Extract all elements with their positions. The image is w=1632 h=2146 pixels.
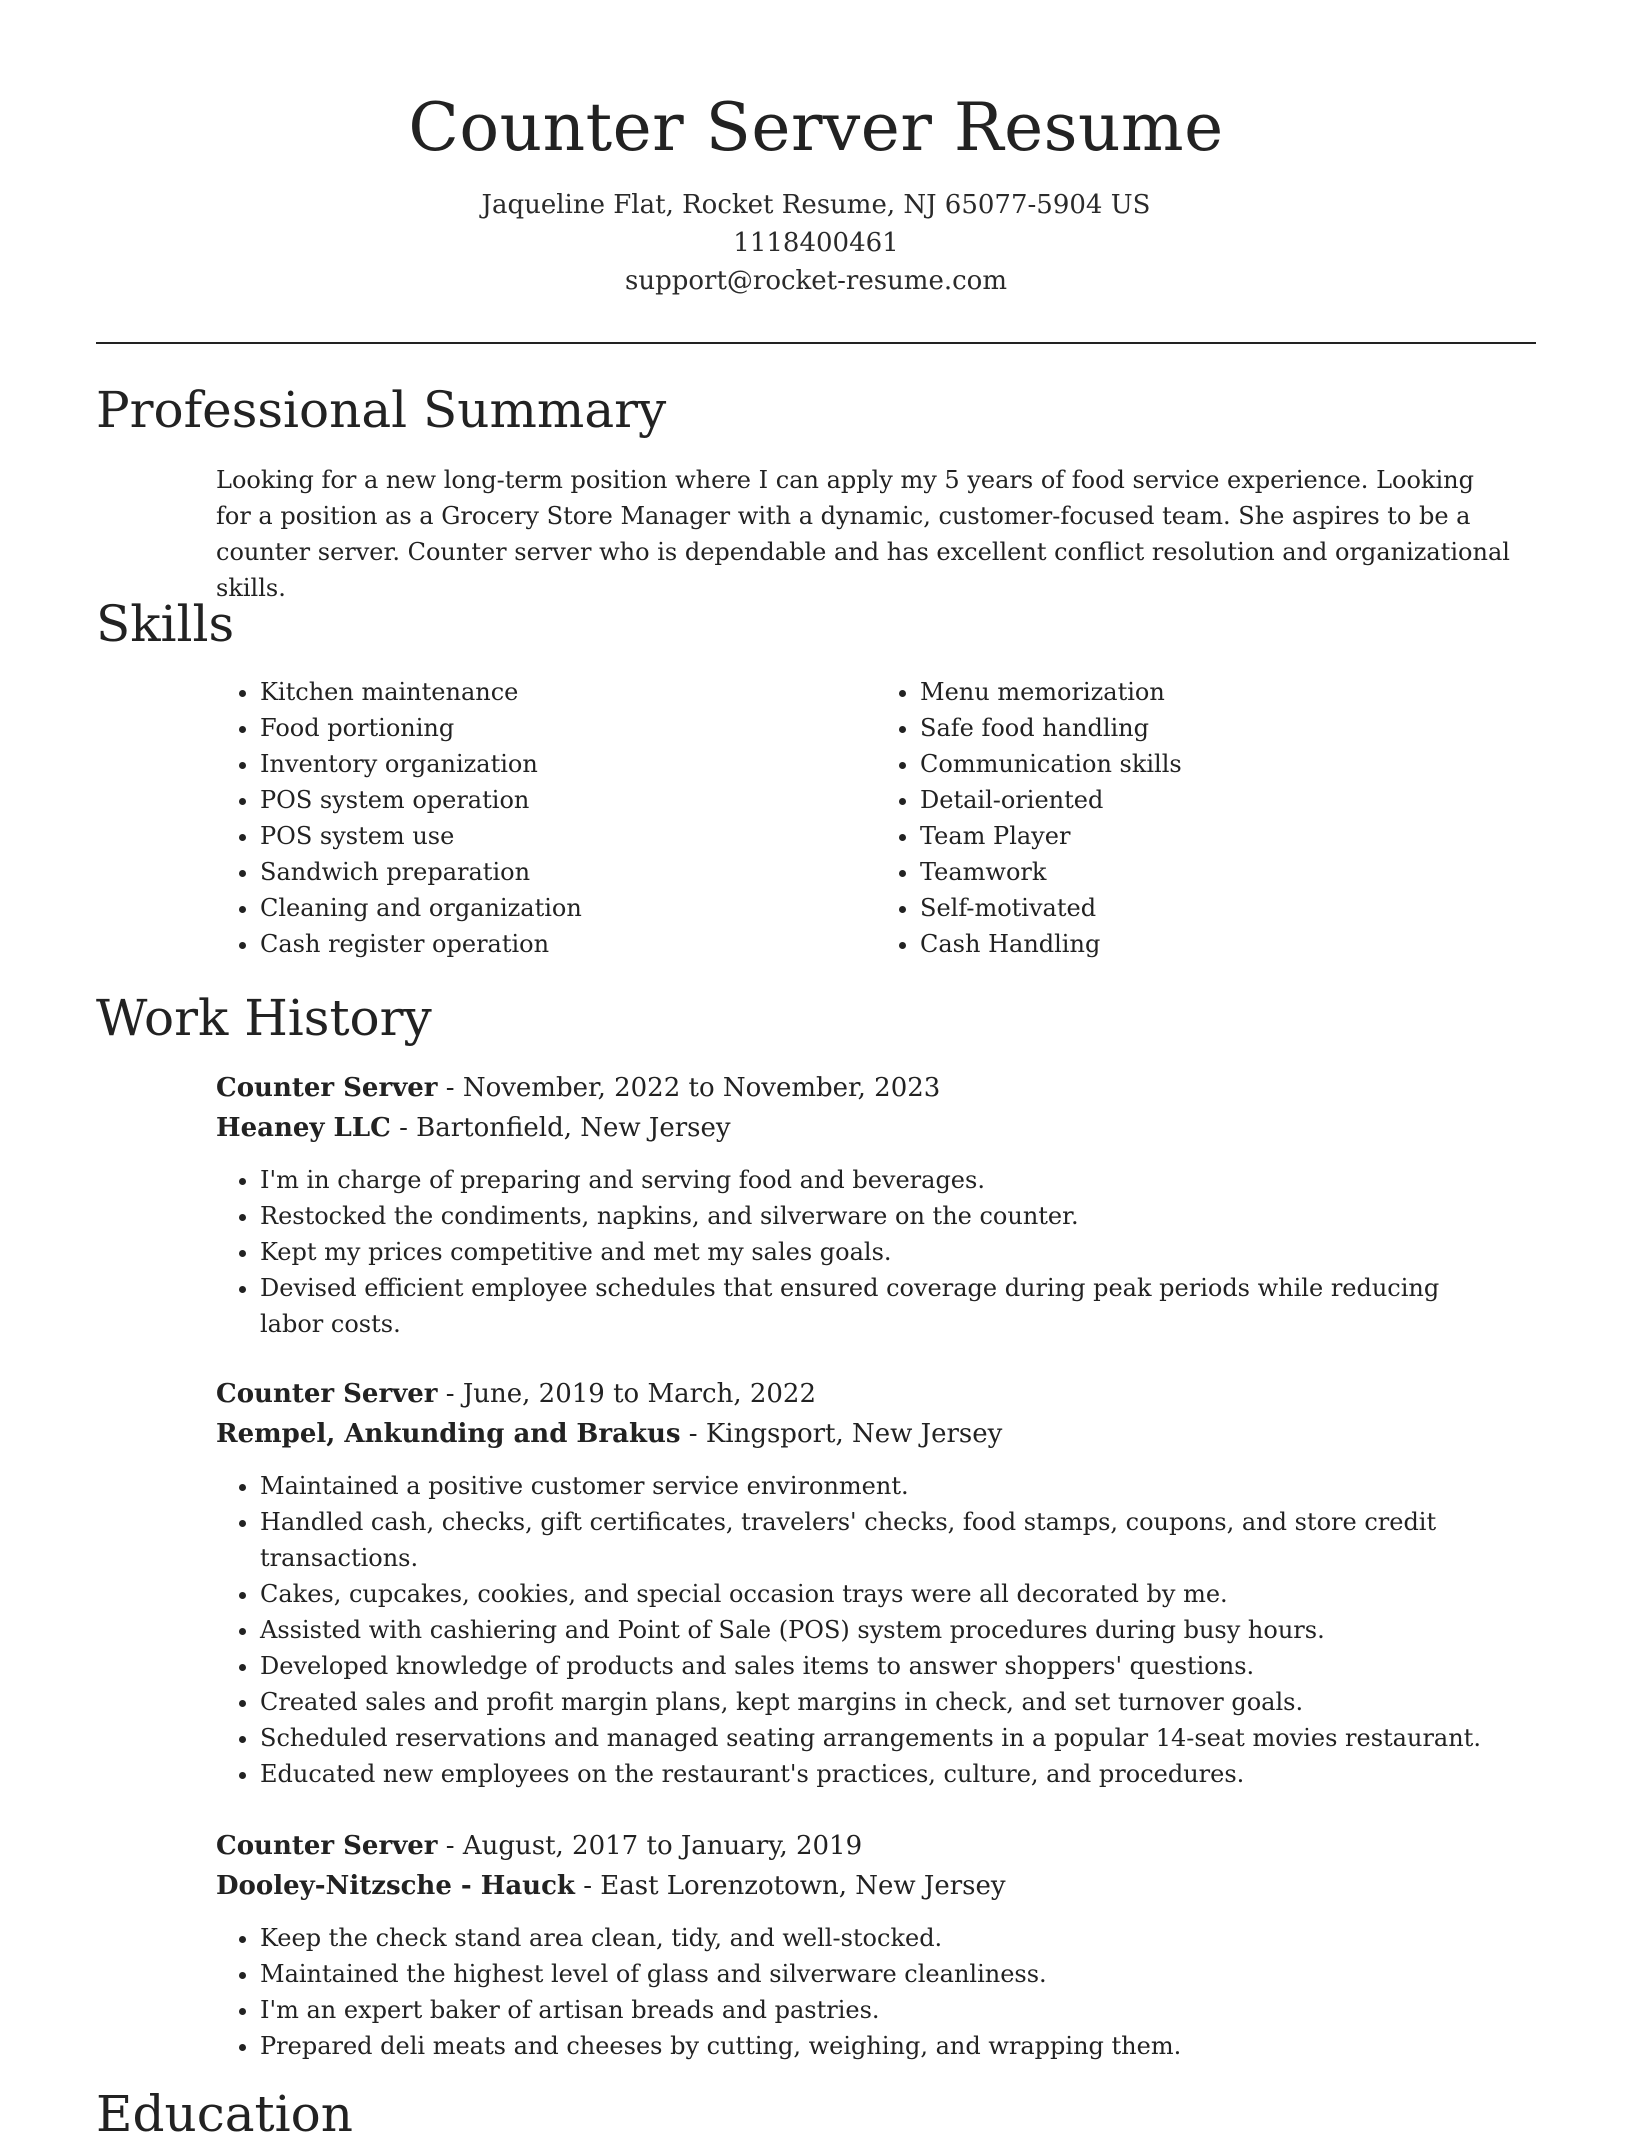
skill-item: • Self-motivated [920, 890, 1536, 926]
duty-item: • Developed knowledge of products and sales items to answer shoppers' questions. [260, 1648, 1500, 1684]
duty-item: • Kept my prices competitive and met my sales goals. [260, 1234, 1500, 1270]
skill-item: • Team Player [920, 818, 1536, 854]
skill-item: • Teamwork [920, 854, 1536, 890]
skill-item: • Inventory organization [260, 746, 876, 782]
duty-item: • Educated new employees on the restaurant's practices, culture, and procedures. [260, 1756, 1500, 1792]
duty-item: • Restocked the condiments, napkins, and silverware on the counter. [260, 1198, 1500, 1234]
skill-item: • Communication skills [920, 746, 1536, 782]
job-entry [216, 1374, 1536, 1792]
skills-heading: Skills [96, 595, 235, 653]
job-entry [216, 1826, 1536, 2064]
job-entry [216, 1068, 1536, 1342]
duty-item: • I'm an expert baker of artisan breads and pastries. [260, 1992, 1500, 2028]
job-location: - Bartonfield, New Jersey [390, 1113, 731, 1143]
skill-item: • POS system use [260, 818, 876, 854]
job-role: Counter Server [216, 1831, 438, 1861]
header-divider [96, 342, 1536, 344]
contact-address: Jaqueline Flat, Rocket Resume, NJ 65077-5904 US [481, 190, 1151, 220]
job-title-line [216, 1374, 1536, 1414]
job-title-line [216, 1068, 1536, 1108]
duty-item: • Prepared deli meats and cheeses by cutting, weighing, and wrapping them. [260, 2028, 1500, 2064]
duty-item: • Cakes, cupcakes, cookies, and special occasion trays were all decorated by me. [260, 1576, 1500, 1612]
job-dates: - June, 2019 to March, 2022 [437, 1379, 817, 1409]
job-duties [216, 1920, 1500, 2064]
job-company: Dooley-Nitzsche - Hauck [216, 1871, 575, 1901]
resume-header [0, 84, 1632, 300]
skill-item: • Detail-oriented [920, 782, 1536, 818]
job-location: - Kingsport, New Jersey [680, 1419, 1003, 1449]
skill-item: • Cash register operation [260, 926, 876, 962]
duty-item: • Created sales and profit margin plans, kept margins in check, and set turnover goals. [260, 1684, 1500, 1720]
job-company-line [216, 1414, 1536, 1454]
skills-list [216, 674, 1536, 962]
skill-item: • Menu memorization [920, 674, 1536, 710]
job-company: Rempel, Ankunding and Brakus [216, 1419, 681, 1449]
skills-column-left [216, 674, 876, 962]
duty-item: • Maintained the highest level of glass and silverware cleanliness. [260, 1956, 1500, 1992]
job-company-line [216, 1866, 1536, 1906]
skill-item: • Kitchen maintenance [260, 674, 876, 710]
duty-item: • Maintained a positive customer service environment. [260, 1468, 1500, 1504]
skills-column-right [876, 674, 1536, 962]
skill-item: • Cleaning and organization [260, 890, 876, 926]
job-duties [216, 1162, 1500, 1342]
job-duties [216, 1468, 1500, 1792]
work-history-heading: Work History [96, 989, 432, 1047]
duty-item: • Scheduled reservations and managed seating arrangements in a popular 14-seat movies restaurant. [260, 1720, 1500, 1756]
job-dates: - August, 2017 to January, 2019 [437, 1831, 863, 1861]
summary-text: Looking for a new long-term position where I can apply my 5 years of food service experience. Looking for a position as a Grocery Store Manager with a dynamic, customer-focused team. She aspires to be a counter server. Counter server who is dependable and has excellent conflict resolution and organizational skills. [216, 466, 1510, 602]
duty-item: • Devised efficient employee schedules that ensured coverage during peak periods while reducing labor costs. [260, 1270, 1500, 1342]
contact-block [0, 186, 1632, 300]
duty-item: • Keep the check stand area clean, tidy, and well-stocked. [260, 1920, 1500, 1956]
skill-item: • Food portioning [260, 710, 876, 746]
summary-heading: Professional Summary [96, 381, 667, 439]
job-dates: - November, 2022 to November, 2023 [437, 1073, 941, 1103]
job-location: - East Lorenzotown, New Jersey [574, 1871, 1006, 1901]
job-company: Heaney LLC [216, 1113, 391, 1143]
job-role: Counter Server [216, 1379, 438, 1409]
skill-item: • POS system operation [260, 782, 876, 818]
job-title-line [216, 1826, 1536, 1866]
duty-item: • Handled cash, checks, gift certificates, travelers' checks, food stamps, coupons, and store credit transactions. [260, 1504, 1500, 1576]
skill-item: • Safe food handling [920, 710, 1536, 746]
skill-item: • Cash Handling [920, 926, 1536, 962]
education-heading: Education [96, 2085, 353, 2143]
contact-phone: 1118400461 [733, 228, 899, 258]
resume-title: Counter Server Resume [408, 89, 1224, 166]
skill-item: • Sandwich preparation [260, 854, 876, 890]
job-company-line [216, 1108, 1536, 1148]
contact-email: support@rocket-resume.com [624, 266, 1007, 296]
job-role: Counter Server [216, 1073, 438, 1103]
duty-item: • I'm in charge of preparing and serving food and beverages. [260, 1162, 1500, 1198]
duty-item: • Assisted with cashiering and Point of Sale (POS) system procedures during busy hours. [260, 1612, 1500, 1648]
